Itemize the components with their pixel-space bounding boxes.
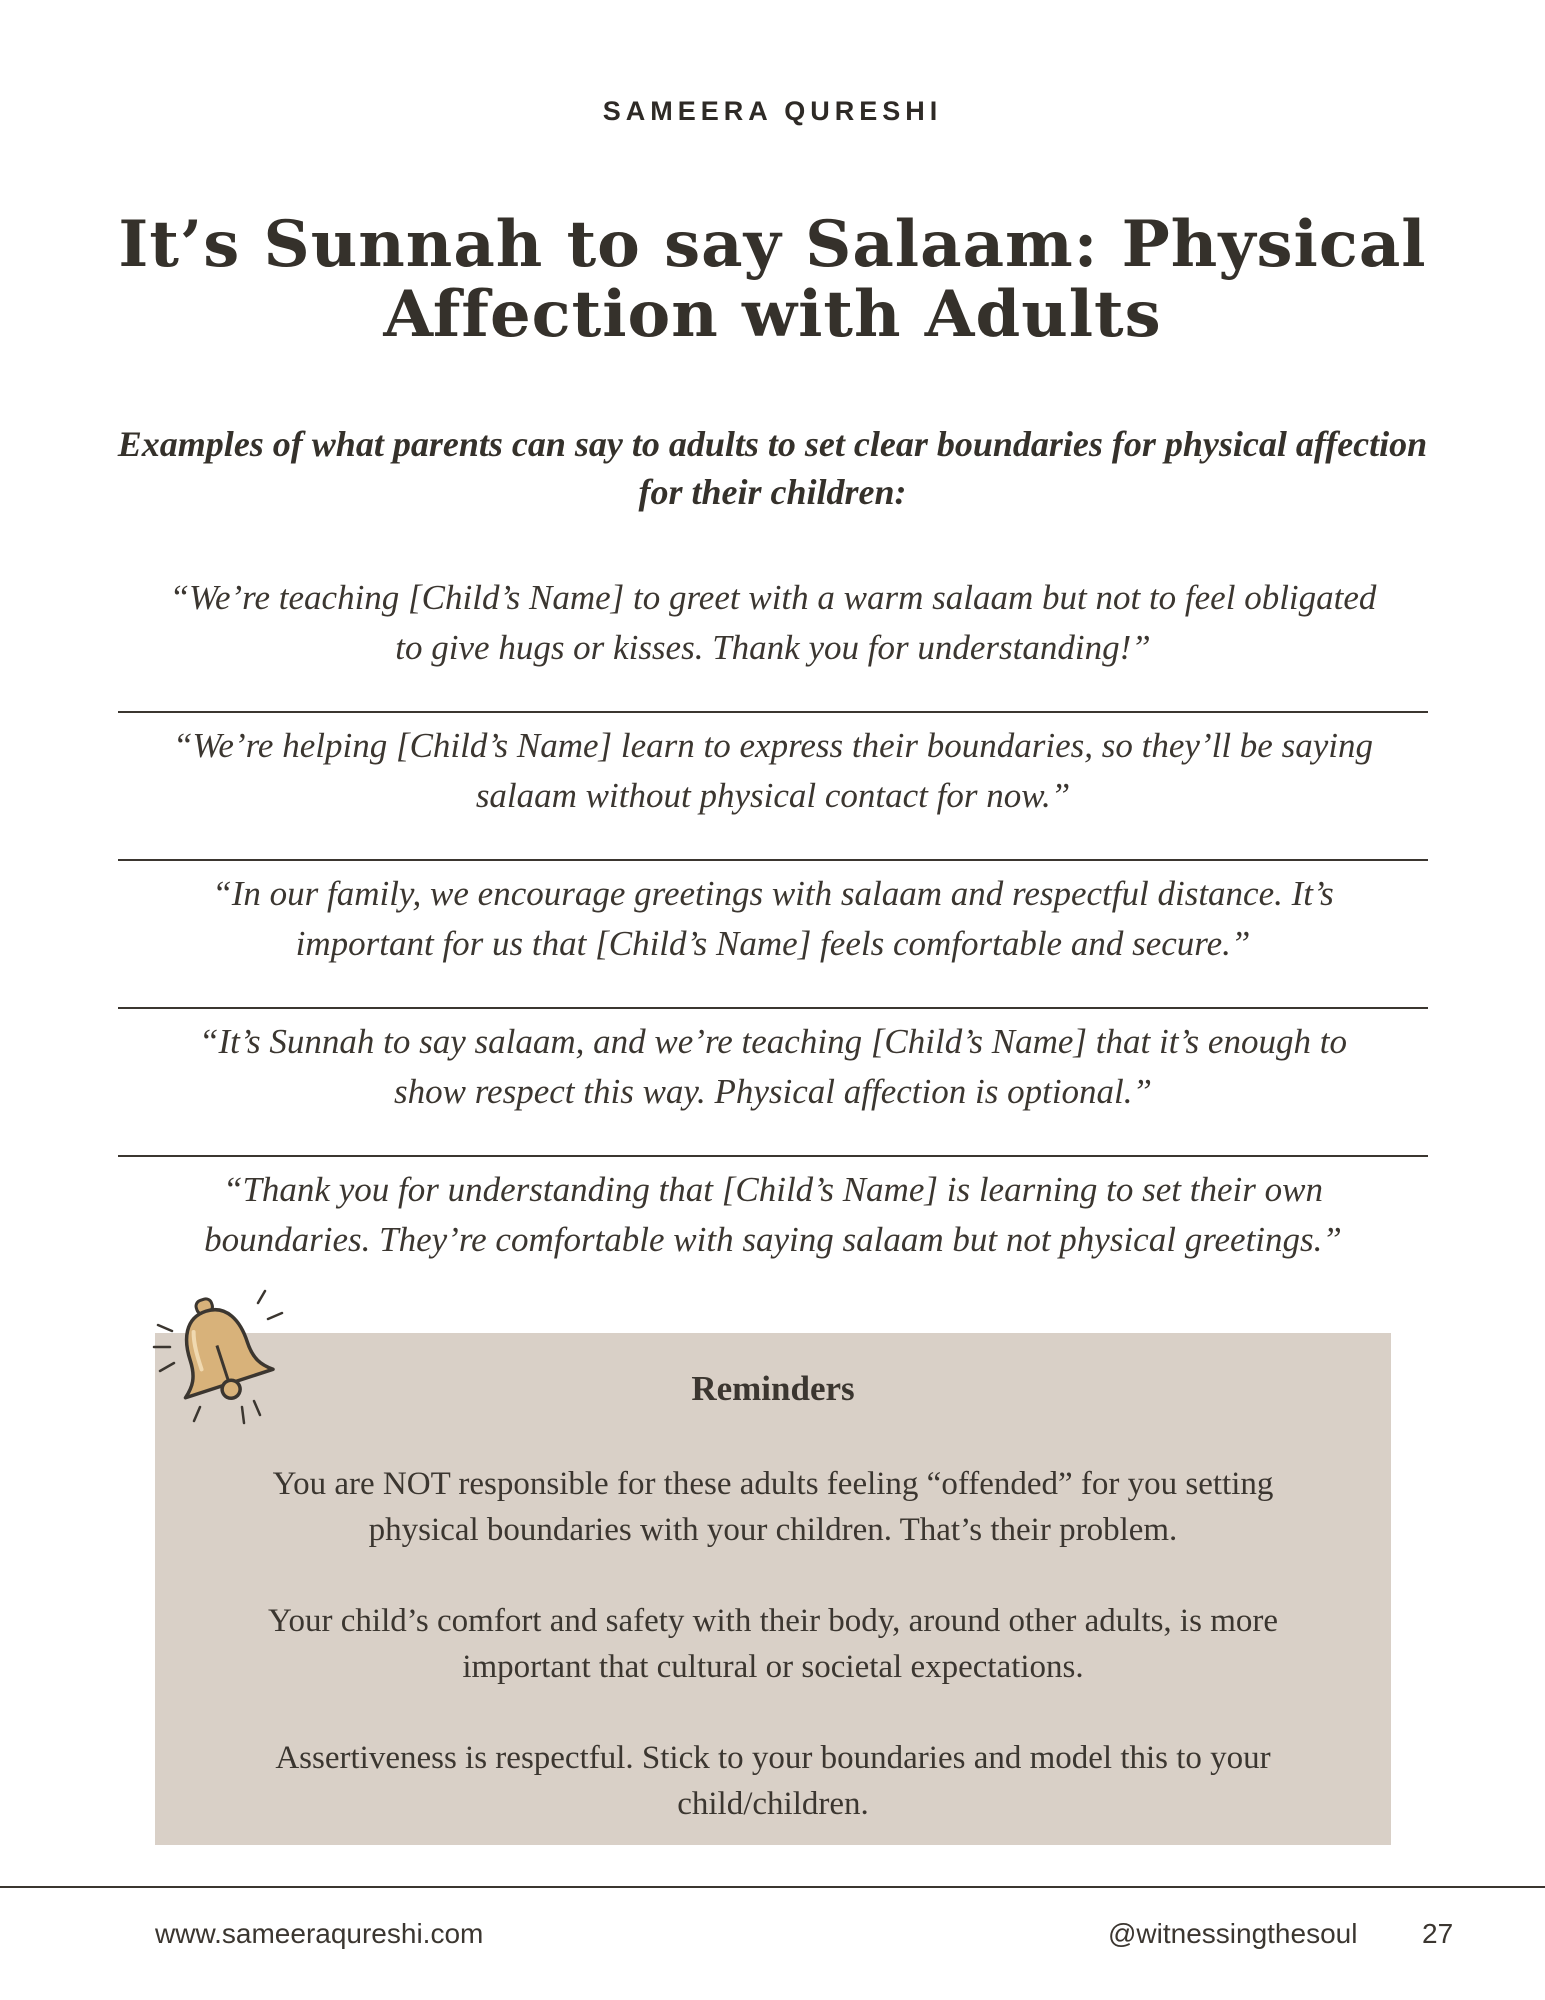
bell-icon — [150, 1285, 290, 1430]
page-title — [100, 207, 1445, 352]
reminder-line: Assertiveness is respectful. Stick to your boundaries and model this to your — [275, 1740, 1271, 1776]
quote-item — [118, 861, 1428, 1009]
quote-item — [118, 1157, 1428, 1305]
reminders-list — [195, 1461, 1351, 1872]
reminder-line: physical boundaries with your children. That’s their problem. — [368, 1512, 1178, 1548]
quote-line: “We’re teaching [Child’s Name] to greet with a warm salaam but not to feel obligated — [169, 578, 1377, 617]
page-title-line-1: It’s Sunnah to say Salaam: Physical — [118, 207, 1427, 282]
reminders-title: Reminders — [691, 1369, 855, 1408]
quote-line: salaam without physical contact for now.” — [475, 776, 1071, 815]
reminder-item — [195, 1598, 1351, 1690]
quote-line: boundaries. They’re comfortable with saying salaam but not physical greetings.” — [204, 1220, 1342, 1259]
author-name: SAMEERA QURESHI — [602, 96, 943, 126]
quote-line: to give hugs or kisses. Thank you for understanding!” — [395, 628, 1151, 667]
quote-item — [118, 1009, 1428, 1157]
quote-line: important for us that [Child’s Name] feels comfortable and secure.” — [295, 924, 1251, 963]
quote-line: “In our family, we encourage greetings with salaam and respectful distance. It’s — [212, 874, 1334, 913]
page-number: 27 — [1422, 1918, 1454, 1949]
quote-line: “We’re helping [Child’s Name] learn to express their boundaries, so they’ll be saying — [173, 726, 1373, 765]
quote-item — [118, 713, 1428, 861]
reminder-item — [195, 1461, 1351, 1553]
quote-list — [118, 565, 1428, 1305]
page-title-line-2: Affection with Adults — [383, 277, 1162, 352]
reminder-line: child/children. — [677, 1786, 869, 1822]
footer-divider — [0, 1886, 1545, 1888]
quote-line: show respect this way. Physical affection is optional.” — [394, 1072, 1152, 1111]
reminder-line: You are NOT responsible for these adults feeling “offended” for you setting — [272, 1466, 1274, 1502]
footer-social-handle: @witnessingthesoul — [1108, 1918, 1358, 1949]
reminder-item — [195, 1735, 1351, 1827]
quote-line: “Thank you for understanding that [Child’s Name] is learning to set their own — [223, 1170, 1323, 1209]
quote-line: “It’s Sunnah to say salaam, and we’re teaching [Child’s Name] that it’s enough to — [199, 1022, 1347, 1061]
quote-item — [118, 565, 1428, 713]
reminder-line: important that cultural or societal expectations. — [462, 1649, 1084, 1685]
footer-website[interactable]: www.sameeraqureshi.com — [155, 1918, 484, 1949]
reminder-line: Your child’s comfort and safety with their body, around other adults, is more — [268, 1603, 1278, 1639]
reminders-box — [155, 1333, 1391, 1845]
intro-text: Examples of what parents can say to adults to set clear boundaries for physical affection for their children: — [117, 424, 1428, 512]
